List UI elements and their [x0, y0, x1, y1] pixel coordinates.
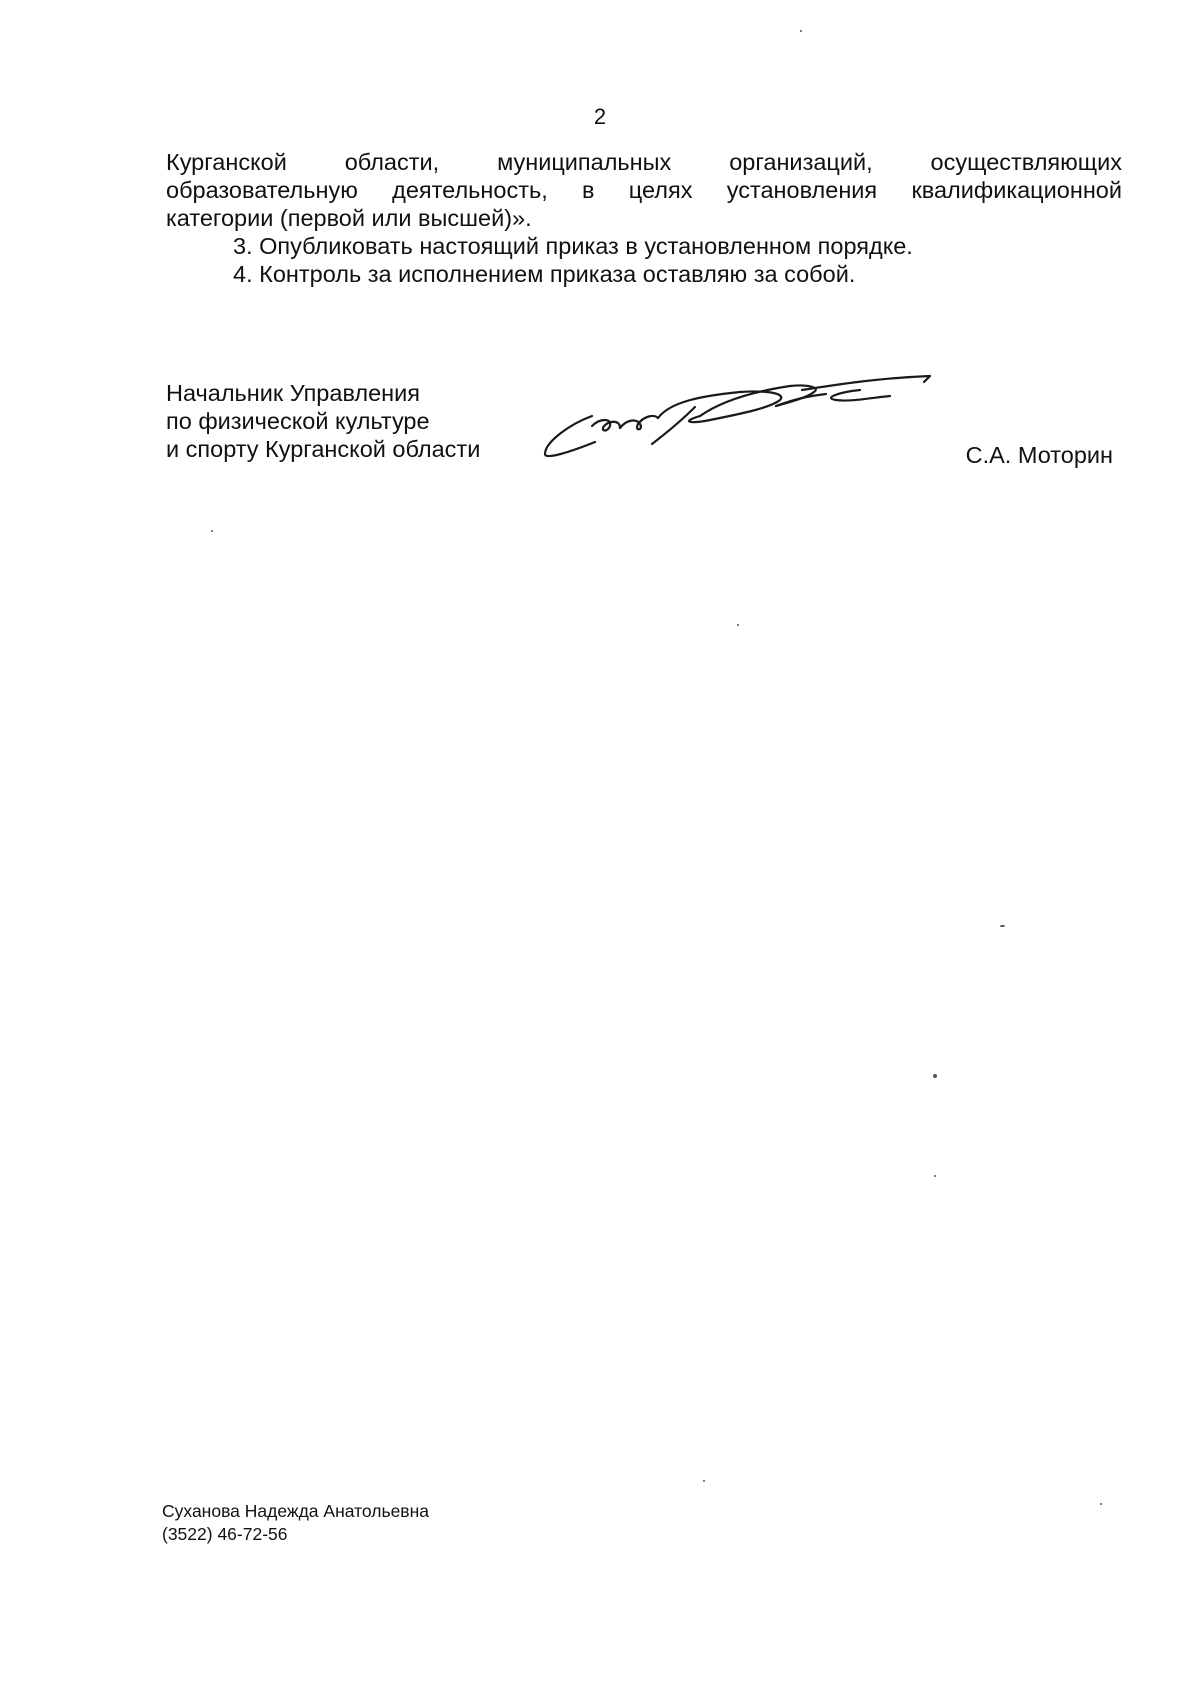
- document-body: [166, 148, 1122, 288]
- signatory-title-line-3: и спорту Курганской области: [166, 436, 481, 462]
- scan-speck: [1100, 1503, 1102, 1505]
- scan-speck: [934, 1175, 936, 1177]
- handwritten-signature: [540, 372, 980, 472]
- signatory-title-line-2: по физической культуре: [166, 408, 430, 434]
- executor-info: [162, 1500, 429, 1546]
- executor-phone: (3522) 46-72-56: [162, 1524, 288, 1544]
- order-item-3: 3. Опубликовать настоящий приказ в установленном порядке.: [233, 233, 913, 259]
- scan-speck: [737, 624, 739, 626]
- paragraph-line-1: Курганской области, муниципальных организаций, осуществляющих: [166, 149, 1122, 175]
- page-number: 2: [593, 104, 607, 129]
- order-item-4: 4. Контроль за исполнением приказа оставляю за собой.: [233, 261, 856, 287]
- scan-speck: [703, 1480, 705, 1482]
- paragraph-line-3: категории (первой или высшей)».: [166, 205, 532, 231]
- scan-speck: [211, 530, 213, 532]
- scan-speck: [800, 30, 802, 32]
- executor-name: Суханова Надежда Анатольевна: [162, 1501, 430, 1521]
- signatory-title-line-1: Начальник Управления: [166, 380, 421, 406]
- signatory-title: [166, 379, 480, 463]
- scan-speck: [1000, 925, 1005, 927]
- paragraph-line-2: образовательную деятельность, в целях установления квалификационной: [166, 177, 1122, 203]
- scan-speck: [933, 1074, 937, 1078]
- signatory-name: С.А. Моторин: [965, 442, 1113, 468]
